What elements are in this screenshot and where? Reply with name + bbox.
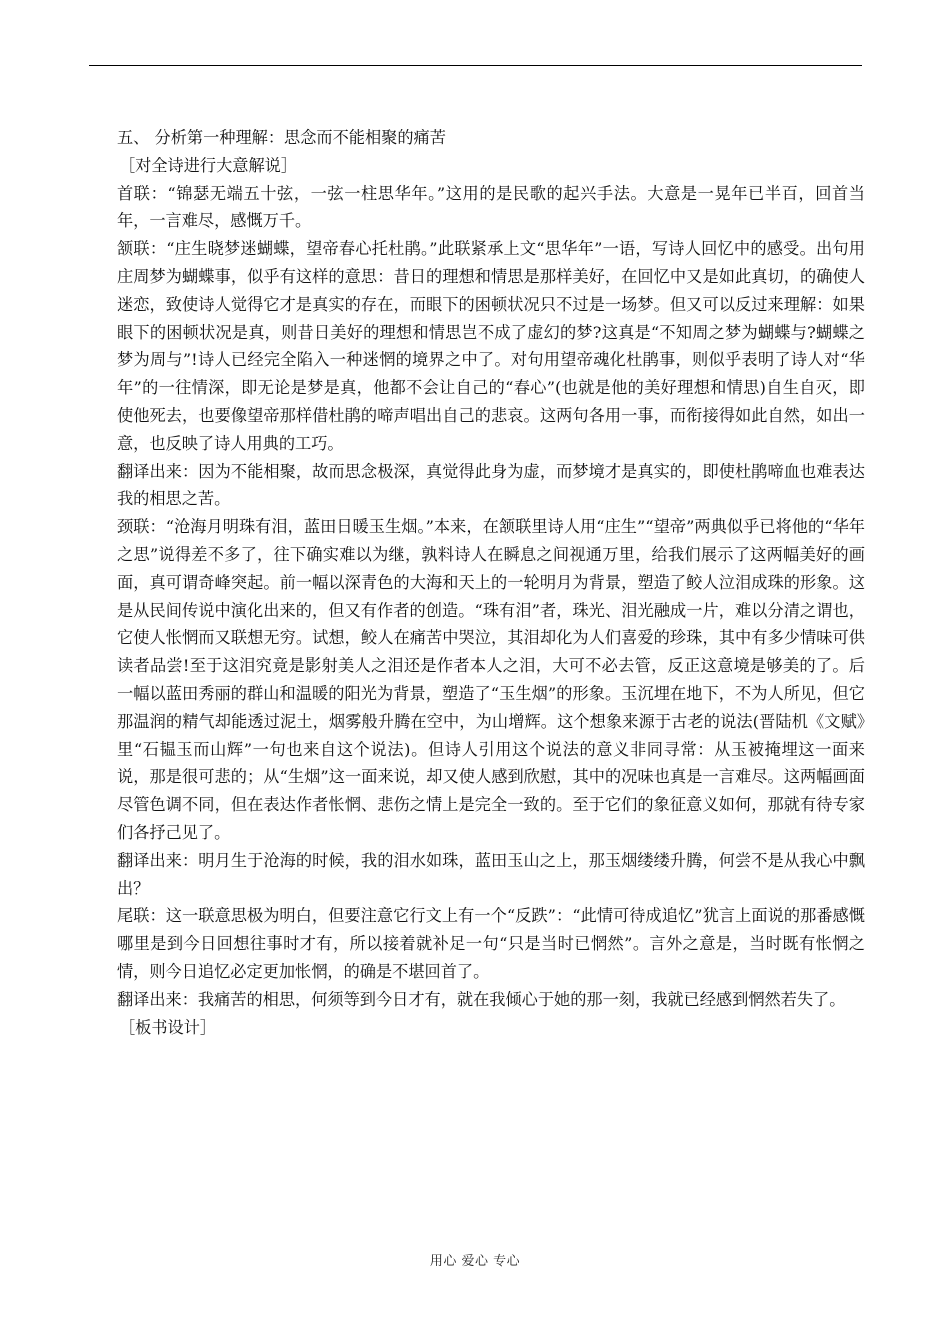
subsection-heading-summary: ［对全诗进行大意解说］	[119, 155, 298, 175]
header-rule	[89, 65, 862, 66]
paragraph-translation-1: 翻译出来：因为不能相聚，故而思念极深，真觉得此身为虚，而梦境才是真实的，即使杜鹃啼血也难表达我的相思之苦。	[117, 461, 865, 509]
paragraph-jinglian: 颈联：“沧海月明珠有泪，蓝田日暖玉生烟。”本来，在颔联里诗人用“庄生”“望帝”两典似乎已将他的“华年之思”说得差不多了，往下确实难以为继，孰料诗人在瞬息之间视通万里，给我们展示了这两幅美好的画面，真可谓奇峰突起。前一幅以深青色的大海和天上的一轮明月为背景，塑造了鲛人泣泪成珠的形象。这是从民间传说中演化出来的，但又有作者的创造。“珠有泪”者，珠光、泪光融成一片，难以分清之谓也，它使人怅惘而又联想无穷。试想，鲛人在痛苦中哭泣，其泪却化为人们喜爱的珍珠，其中有多少情味可供读者品尝!至于这泪究竟是影射美人之泪还是作者本人之泪，大可不必去管，反正这意境是够美的了。后一幅以蓝田秀丽的群山和温暖的阳光为背景，塑造了“玉生烟”的形象。玉沉埋在地下，不为人所见，但它那温润的精气却能透过泥土，烟雾般升腾在空中，为山增辉。这个想象来源于古老的说法(晋陆机《文赋》里“石韫玉而山辉”一句也来自这个说法)。但诗人引用这个说法的意义非同寻常：从玉被掩埋这一面来说，那是很可悲的；从“生烟”这一面来说，却又使人感到欣慰，其中的况味也真是一言难尽。这两幅画面尽管色调不同，但在表达作者怅惘、悲伤之情上是完全一致的。至于它们的象征意义如何，那就有待专家们各抒己见了。	[117, 517, 865, 842]
paragraph-hanlian: 颔联：“庄生晓梦迷蝴蝶，望帝春心托杜鹃。”此联紧承上文“思华年”一语，写诗人回忆中的感受。出句用庄周梦为蝴蝶事，似乎有这样的意思：昔日的理想和情思是那样美好，在回忆中又是如此真切，的确使人迷恋，致使诗人觉得它才是真实的存在，而眼下的困顿状况只不过是一场梦。但又可以反过来理解：如果眼下的困顿状况是真，则昔日美好的理想和情思岂不成了虚幻的梦?这真是“不知周之梦为蝴蝶与?蝴蝶之梦为周与”!诗人已经完全陷入一种迷惘的境界之中了。对句用望帝魂化杜鹃事，则似乎表明了诗人对“华年”的一往情深，即无论是梦是真，他都不会让自己的“春心”(也就是他的美好理想和情思)自生自灭，即使他死去，也要像望帝那样借杜鹃的啼声唱出自己的悲哀。这两句各用一事，而衔接得如此自然，如出一意，也反映了诗人用典的工巧。	[117, 239, 865, 453]
section-heading: 五、 分析第一种理解：思念而不能相聚的痛苦	[117, 128, 446, 147]
paragraph-translation-2: 翻译出来：明月生于沧海的时候，我的泪水如珠，蓝田玉山之上，那玉烟缕缕升腾，何尝不是从我心中飘出？	[117, 850, 865, 898]
paragraph-translation-3: 翻译出来：我痛苦的相思，何须等到今日才有，就在我倾心于她的那一刻，我就已经感到惘然若失了。	[117, 989, 846, 1009]
document-body	[117, 124, 865, 1041]
page-footer: 用心 爱心 专心	[429, 1254, 521, 1269]
subsection-heading-board: ［板书设计］	[119, 1017, 217, 1037]
paragraph-shoulian: 首联：“锦瑟无端五十弦，一弦一柱思华年。”这用的是民歌的起兴手法。大意是一晃年已半百，回首当年，一言难尽，感慨万千。	[117, 183, 865, 231]
paragraph-weilian: 尾联：这一联意思极为明白，但要注意它行文上有一个“反跌”：“此情可待成追忆”犹言上面说的那番感慨哪里是到今日回想往事时才有，所以接着就补足一句“只是当时已惘然”。言外之意是，当时既有怅惘之情，则今日追忆必定更加怅惘，的确是不堪回首了。	[117, 906, 865, 981]
